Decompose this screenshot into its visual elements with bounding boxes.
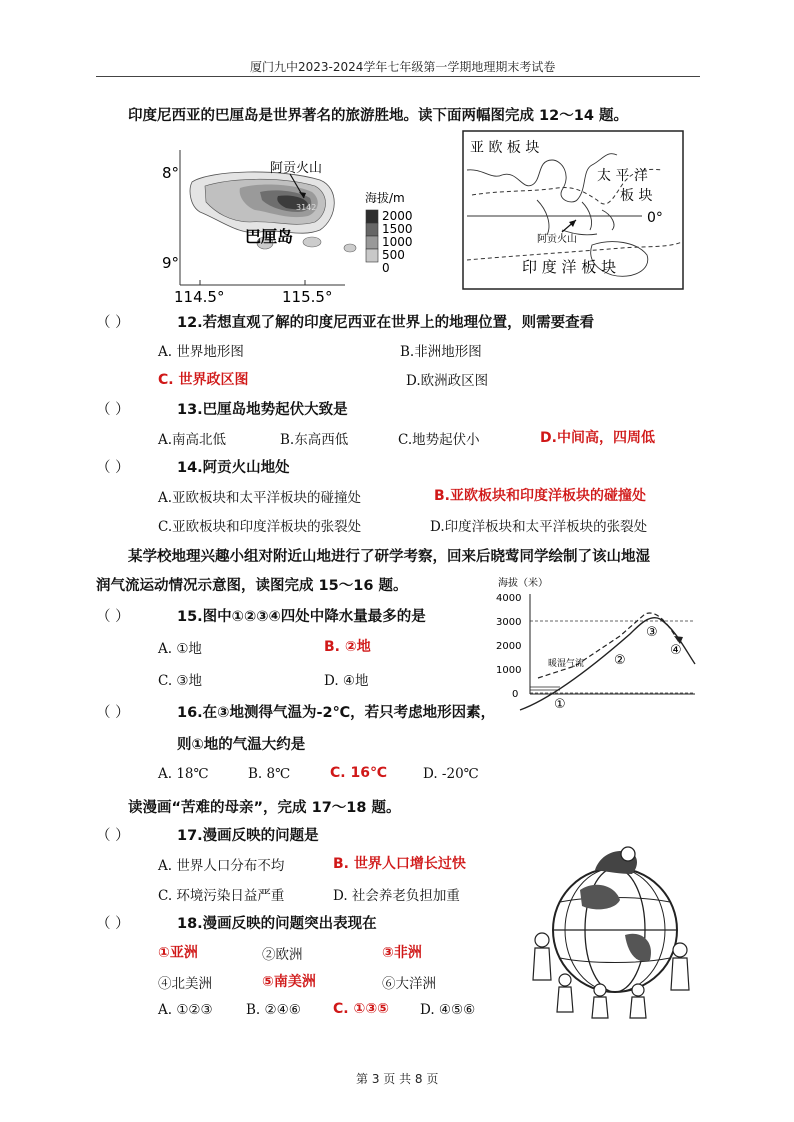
lon-1155-label: 115.5° [282,288,333,306]
indian-plate-label: 印 度 洋 板 块 [522,258,617,276]
q18-option-a[interactable]: A. ①②③ [158,1002,213,1018]
intro-15-16-line1: 某学校地理兴趣小组对附近山地进行了研学考察，回来后晓莺同学绘制了该山地湿 [128,549,650,565]
lat-8-label: 8° [162,164,180,182]
islet-c [344,244,356,252]
elevation-point: 3142 [296,203,317,212]
q14-option-a[interactable]: A.亚欧板块和太平洋板块的碰撞处 [158,490,362,506]
q15-option-a[interactable]: A. ①地 [158,641,202,657]
q18-option-b[interactable]: B. ②④⑥ [246,1002,301,1018]
legend-1000: 1000 [382,235,413,249]
intro-12-14: 印度尼西亚的巴厘岛是世界著名的旅游胜地。读下面两幅图完成 12～14 题。 [128,108,628,124]
cartoon-suffering-mother [520,840,700,1020]
header-rule [96,76,700,77]
q12-option-c-correct[interactable]: C. 世界政区图 [158,372,249,388]
q17-option-b-correct[interactable]: B. 世界人口增长过快 [333,856,466,872]
tick-1000: 1000 [496,665,522,676]
q14-option-d[interactable]: D.印度洋板块和太平洋板块的张裂处 [430,519,648,535]
point-4: ④ [670,643,682,658]
q18-item-1-correct: ①亚洲 [158,945,198,961]
mountain-profile [520,618,695,710]
q15-option-b-correct[interactable]: B. ②地 [324,639,371,655]
q13-option-d-correct[interactable]: D.中间高，四周低 [540,430,655,446]
volcano-label: 阿贡火山 [270,161,323,176]
legend-0: 0 [382,261,390,275]
island-label: 巴厘岛 [245,227,294,246]
tick-3000: 3000 [496,617,522,628]
q18-item-5-correct: ⑤南美洲 [262,974,316,990]
chart-ylabel: 海拔（米） [498,578,548,589]
q13-option-c[interactable]: C.地势起伏小 [398,432,480,448]
q18-item-3-correct: ③非洲 [382,945,422,961]
bali-topo-map [160,140,450,310]
page-header: 厦门九中2023-2024学年七年级第一学期地理期末考试卷 [250,60,556,74]
q18-answer-paren[interactable]: （ ） [96,916,130,932]
lon-1145-label: 114.5° [174,288,225,306]
q18-stem: 18.漫画反映的问题突出表现在 [177,916,377,932]
q13-stem: 13.巴厘岛地势起伏大致是 [177,402,348,418]
q13-option-a[interactable]: A.南高北低 [158,432,227,448]
airflow-label: 暖湿气流 [548,659,585,669]
q18-option-c-correct[interactable]: C. ①③⑤ [333,1001,390,1017]
legend-swatch-1500 [366,223,378,236]
tick-0: 0 [512,689,519,700]
q17-stem: 17.漫画反映的问题是 [177,828,319,844]
q14-option-c[interactable]: C.亚欧板块和印度洋板块的张裂处 [158,519,362,535]
equator-label: 0° [647,210,663,226]
q14-option-b-correct[interactable]: B.亚欧板块和印度洋板块的碰撞处 [434,488,646,504]
q13-option-b[interactable]: B.东高西低 [280,432,349,448]
q16-option-d[interactable]: D. -20℃ [423,766,479,782]
q14-stem: 14.阿贡火山地处 [177,460,290,476]
q16-option-b[interactable]: B. 8℃ [248,766,291,782]
q12-answer-paren[interactable]: （ ） [96,315,130,331]
legend-title: 海拔/m [365,191,405,205]
legend-swatch-1000 [366,236,378,249]
legend-2000: 2000 [382,209,413,223]
q12-option-d[interactable]: D.欧洲政区图 [406,373,489,389]
q13-answer-paren[interactable]: （ ） [96,402,130,418]
q15-option-c[interactable]: C. ③地 [158,673,203,689]
q12-option-a[interactable]: A. 世界地形图 [158,344,244,360]
q15-stem: 15.图中①②③④四处中降水量最多的是 [177,609,426,625]
pacific-plate-label-1: 太 平 洋 [597,168,648,184]
plate-volcano-label: 阿贡火山 [537,234,577,245]
mountain-airflow-chart [490,574,700,714]
q12-option-b[interactable]: B.非洲地形图 [400,344,482,360]
lat-9-label: 9° [162,254,180,272]
legend-1500: 1500 [382,222,413,236]
eurasian-plate-label: 亚 欧 板 块 [470,140,540,156]
q14-answer-paren[interactable]: （ ） [96,460,130,476]
legend-swatch-500 [366,249,378,262]
q16-option-a[interactable]: A. 18℃ [158,766,209,782]
pacific-plate-label-2: 板 块 [620,188,653,204]
q17-option-c[interactable]: C. 环境污染日益严重 [158,888,285,904]
q17-answer-paren[interactable]: （ ） [96,828,130,844]
q18-option-d[interactable]: D. ④⑤⑥ [420,1002,476,1018]
q18-item-4: ④北美洲 [158,976,212,992]
legend-swatch-2000 [366,210,378,223]
q16-stem-line2: 则①地的气温大约是 [177,737,306,753]
intro-17-18: 读漫画“苦难的母亲”，完成 17～18 题。 [128,800,401,816]
q17-option-d[interactable]: D. 社会养老负担加重 [333,888,460,904]
plate-map [462,130,684,292]
islet-b [303,237,321,247]
tick-4000: 4000 [496,593,522,604]
point-3: ③ [646,625,658,640]
tick-2000: 2000 [496,641,522,652]
q15-answer-paren[interactable]: （ ） [96,609,130,625]
q12-stem: 12.若想直观了解的印度尼西亚在世界上的地理位置，则需要查看 [177,315,595,331]
q18-item-2: ②欧洲 [262,947,303,963]
q16-answer-paren[interactable]: （ ） [96,705,130,721]
point-1: ① [554,697,566,712]
q16-option-c-correct[interactable]: C. 16℃ [330,765,387,781]
q16-stem: 16.在③地测得气温为-2℃，若只考虑地形因素， [177,705,496,721]
point-2: ② [614,653,626,668]
page-footer: 第 3 页 共 8 页 [356,1072,439,1086]
q17-option-a[interactable]: A. 世界人口分布不均 [158,858,285,874]
q18-item-6: ⑥大洋洲 [382,976,436,992]
q15-option-d[interactable]: D. ④地 [324,673,369,689]
legend-500: 500 [382,248,405,262]
intro-15-16-line2: 润气流运动情况示意图，读图完成 15～16 题。 [96,578,408,594]
